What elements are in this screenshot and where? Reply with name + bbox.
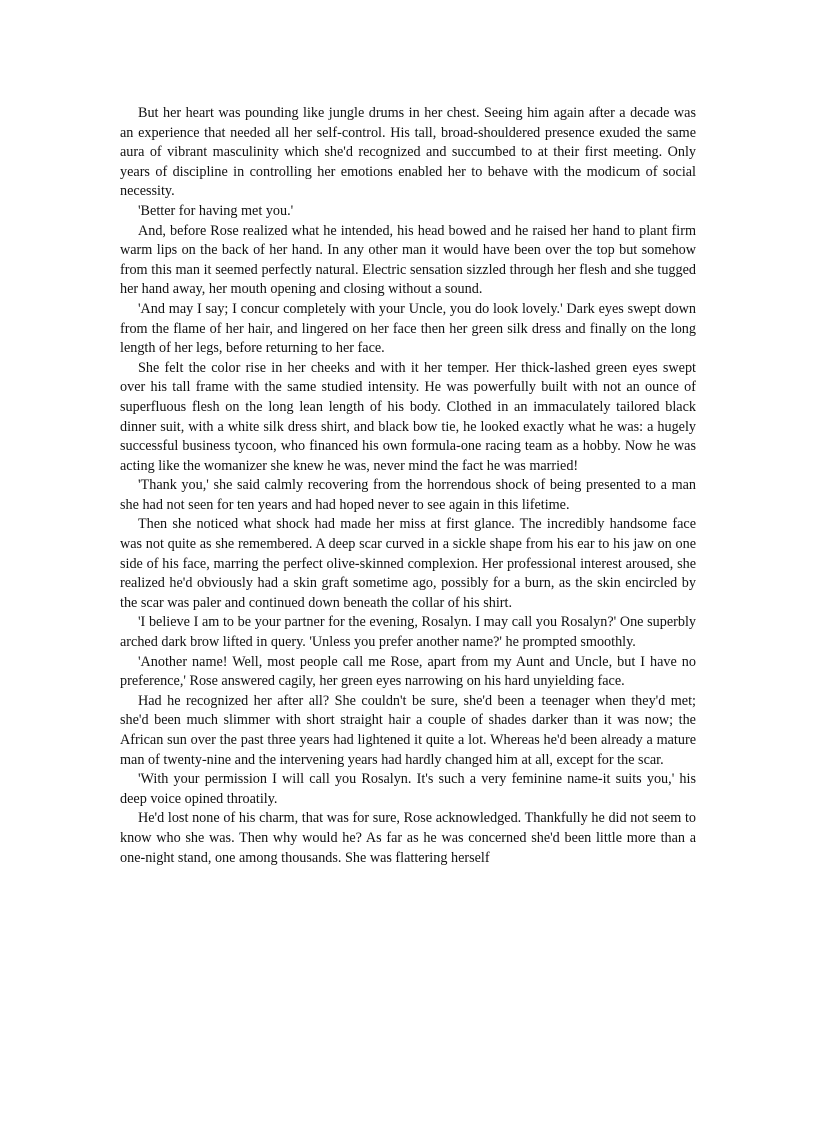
paragraph-4: 'And may I say; I concur completely with your Uncle, you do look lovely.' Dark eyes swept down from the flame of her hair, and lingered on her face then her green silk dress and finally on the long length of her legs, before returning to her face. (120, 300, 696, 357)
paragraph-6: 'Thank you,' she said calmly recovering from the horrendous shock of being presented to a man she had not seen for ten years and had hoped never to see again in this lifetime. (120, 477, 696, 513)
paragraph-7: Then she noticed what shock had made her miss at first glance. The incredibly handsome face was not quite as she remembered. A deep scar curved in a sickle shape from his ear to his jaw on one side of his face, marring the perfect olive-skinned complexion. Her professional interest aroused, she realized he'd obviously had a skin graft sometime ago, possibly for a burn, as the skin encircled by the scar was paler and continued down beneath the collar of his shirt. (120, 516, 696, 611)
paragraph-2: 'Better for having met you.' (138, 202, 294, 219)
page-body (120, 104, 696, 868)
paragraph-10: Had he recognized her after all? She couldn't be sure, she'd been a teenager when they'd met; she'd been much slimmer with short straight hair a couple of shades darker than it was now; the African sun over the past three years had lightened it quite a lot. Whereas he'd been already a mature man of twenty-nine and the intervening years had hardly changed him at all, except for the scar. (120, 692, 696, 768)
paragraph-12: He'd lost none of his charm, that was for sure, Rose acknowledged. Thankfully he did not seem to know who she was. Then why would he? As far as he was concerned she'd been little more than a one-night stand, one among thousands. She was flattering herself (120, 810, 696, 866)
paragraph-1: But her heart was pounding like jungle drums in her chest. Seeing him again after a decade was an experience that needed all her self-control. His tall, broad-shouldered presence exuded the same aura of vibrant masculinity which she'd recognized and succumbed to at their first meeting. Only years of discipline in controlling her emotions enabled her to behave with the modicum of social necessity. (120, 105, 696, 200)
paragraph-5: She felt the color rise in her cheeks and with it her temper. Her thick-lashed green eyes swept over his tall frame with the same studied intensity. He was powerfully built with not an ounce of superfluous flesh on the long lean length of his body. Clothed in an immaculately tailored black dinner suit, with a white silk dress shirt, and black bow tie, he looked exactly what he was: a hugely successful business tycoon, who financed his own formula-one racing team as a hobby. Now he was acting like the womanizer she knew he was, never mind the fact he was married! (120, 359, 696, 474)
paragraph-8: 'I believe I am to be your partner for the evening, Rosalyn. I may call you Rosalyn?' One superbly arched dark brow lifted in query. 'Unless you prefer another name?' he prompted smoothly. (120, 614, 696, 651)
paragraph-3: And, before Rose realized what he intended, his head bowed and he raised her hand to plant firm warm lips on the back of her hand. In any other man it would have been over the top but somehow from this man it seemed perfectly natural. Electric sensation sizzled through her flesh and she tugged her hand away, her mouth opening and closing without a sound. (120, 222, 696, 298)
paragraph-9: 'Another name! Well, most people call me Rose, apart from my Aunt and Uncle, but I have no preference,' Rose answered cagily, her green eyes narrowing on his hard unyielding face. (120, 653, 696, 690)
paragraph-11: 'With your permission I will call you Rosalyn. It's such a very feminine name-it suits you,' his deep voice opined throatily. (120, 771, 696, 807)
